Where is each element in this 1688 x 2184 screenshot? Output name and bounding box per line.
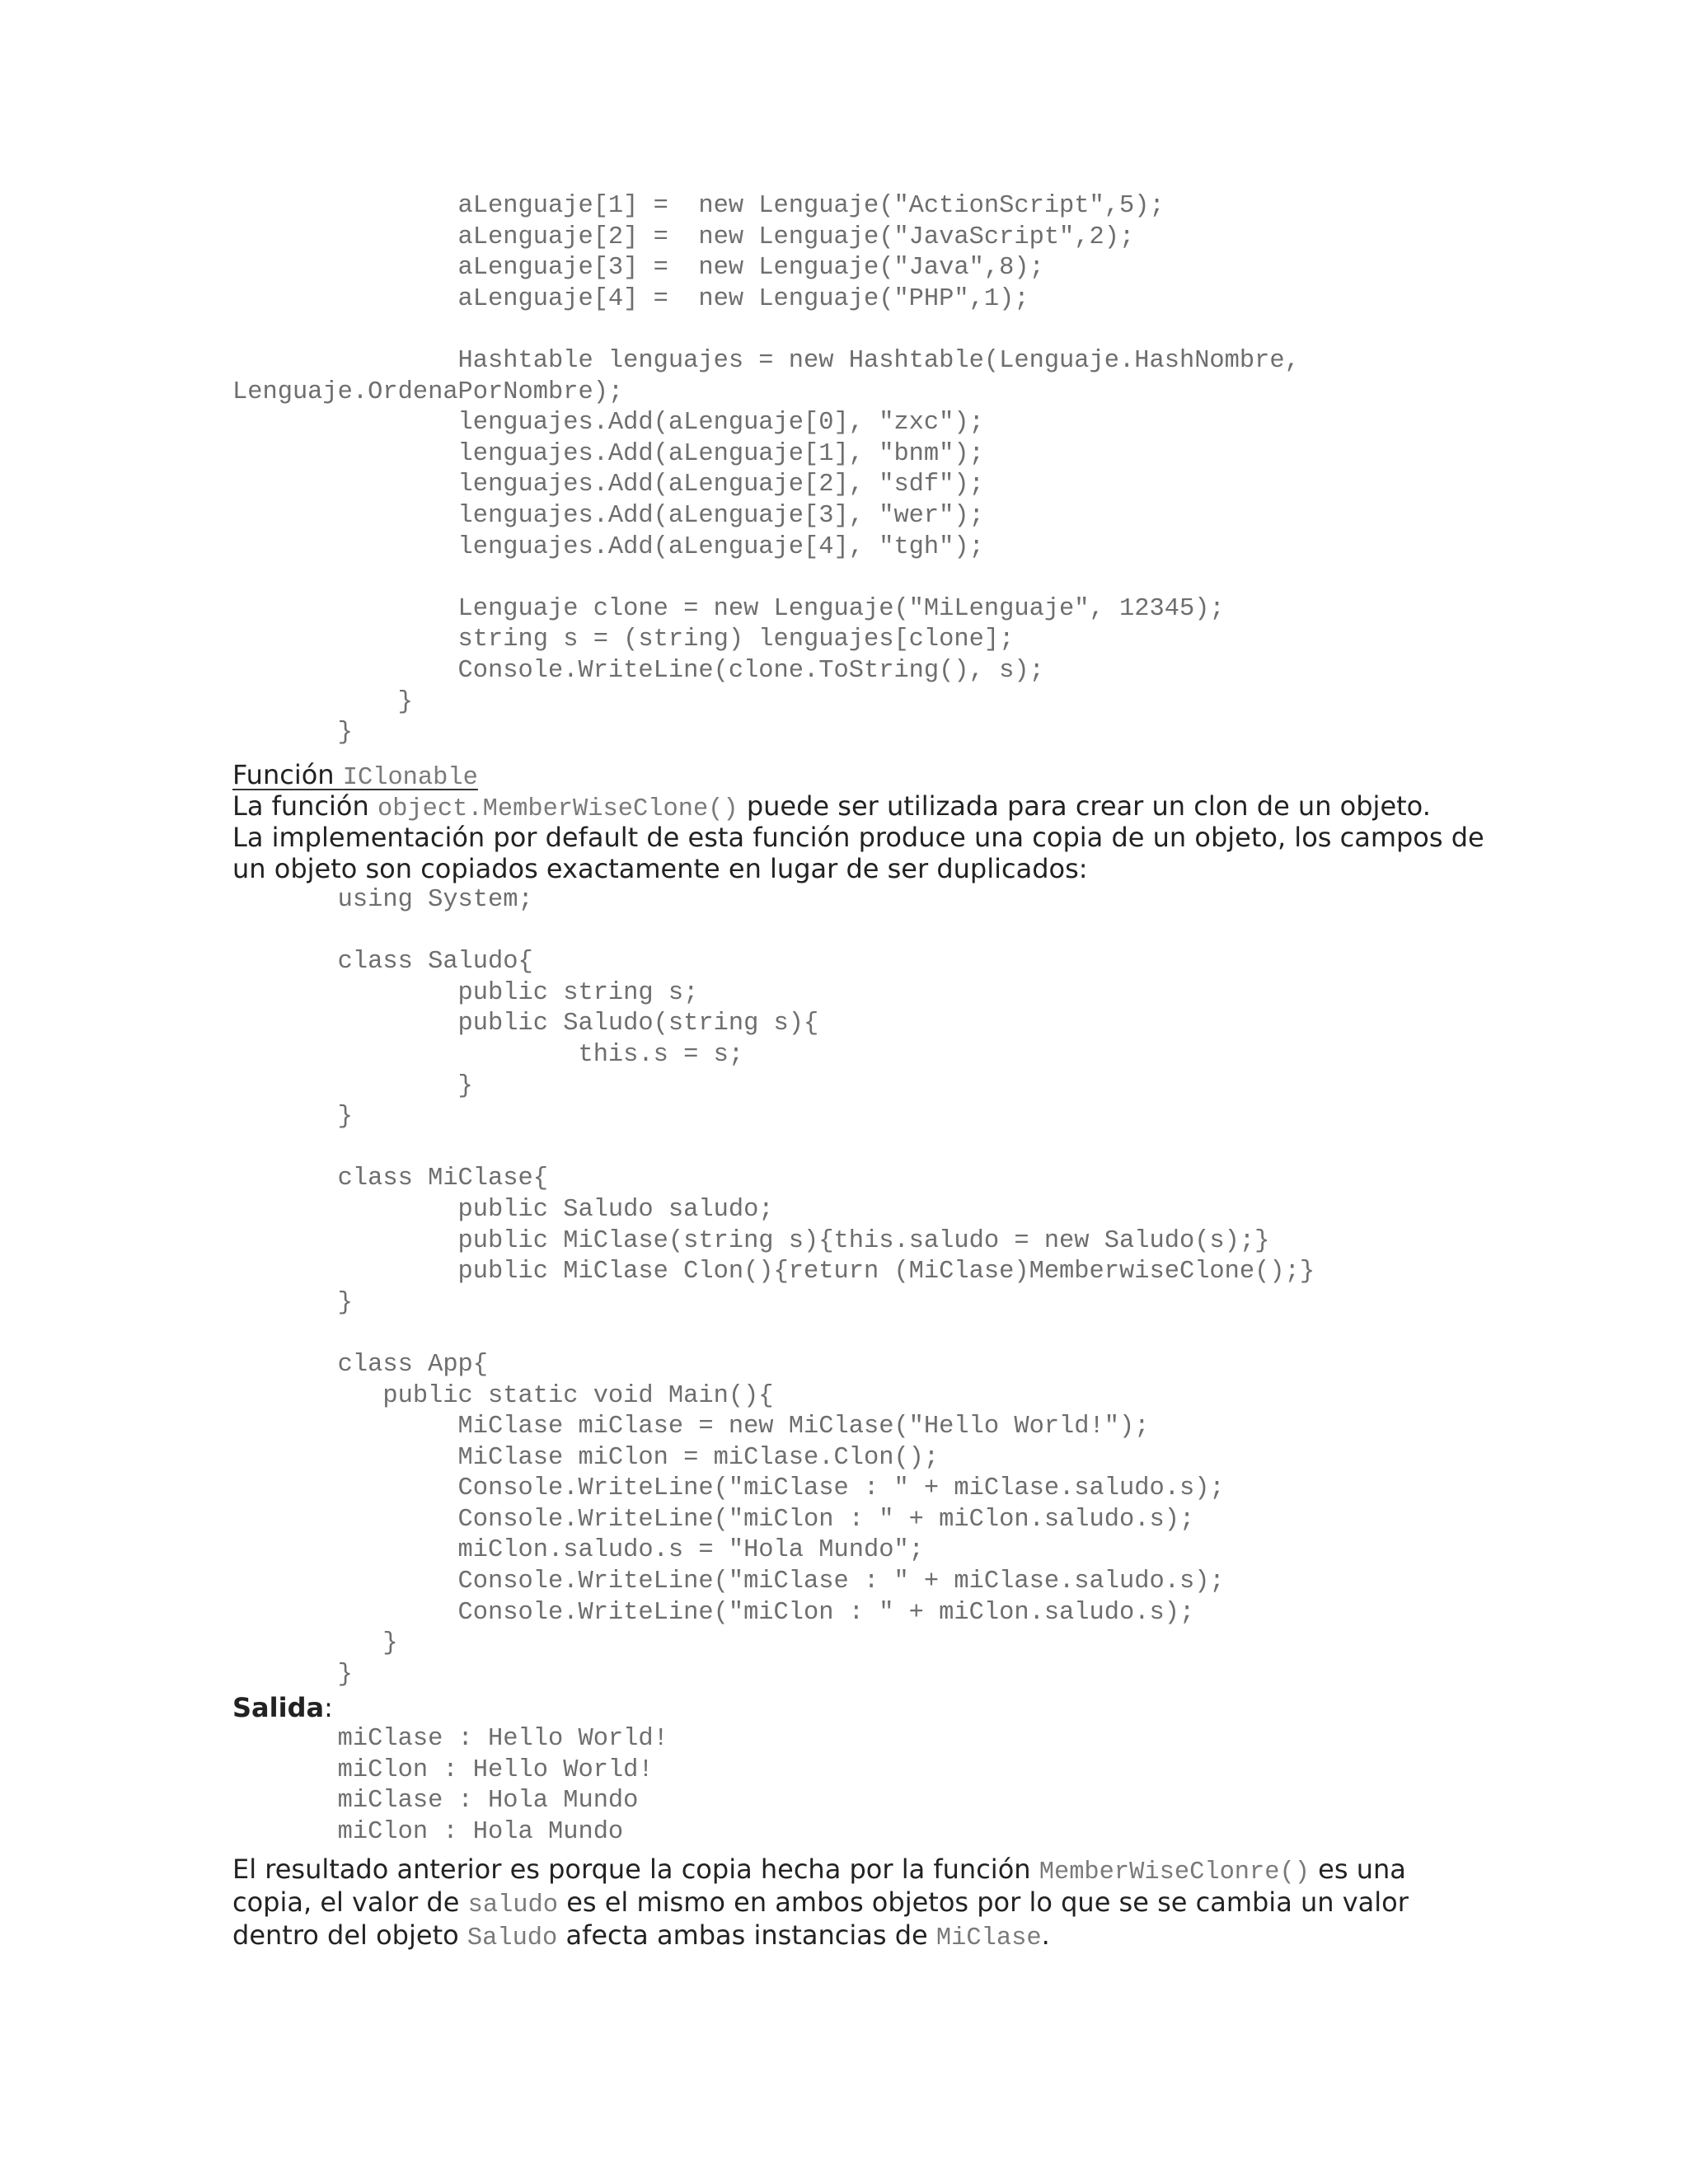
intro-paragraph-line-3: un objeto son copiados exactamente en lugar de ser duplicados: [232, 853, 1088, 884]
code-line: } [232, 1629, 398, 1658]
code-line: } [232, 1071, 473, 1100]
code-line: class MiClase{ [232, 1165, 548, 1193]
code-line: MiClase miClase = new MiClase("Hello World!"); [232, 1413, 1150, 1441]
code-line: } [232, 1660, 353, 1689]
conclusion-text: es una [1310, 1854, 1406, 1885]
code-line: MiClase miClon = miClase.Clon(); [232, 1443, 940, 1472]
code-line: miClon : Hello World! [232, 1755, 654, 1784]
code-line: class Saludo{ [232, 948, 533, 977]
conclusion-line-3 [232, 1920, 1469, 1955]
code-line: } [232, 719, 353, 748]
intro-text: puede ser utilizada para crear un clon de un objeto. [738, 790, 1431, 822]
conclusion-text: . [1041, 1919, 1050, 1951]
code-line: } [232, 1103, 353, 1132]
intro-code-memberwiseclone: object.MemberWiseClone() [377, 795, 738, 823]
code-line: aLenguaje[2] = new Lenguaje("JavaScript",2); [232, 223, 1135, 251]
code-line: Console.WriteLine("miClase : " + miClase.saludo.s); [232, 1474, 1225, 1503]
code-line: Lenguaje.OrdenaPorNombre); [232, 377, 624, 406]
conclusion-code: MiClase [935, 1924, 1042, 1952]
code-line: } [232, 1288, 353, 1317]
conclusion-code: Saludo [467, 1924, 558, 1952]
conclusion-text: dentro del objeto [232, 1919, 467, 1951]
section-heading-code: IClonable [342, 764, 478, 792]
code-line: public MiClase Clon(){return (MiClase)MemberwiseClone();} [232, 1258, 1315, 1286]
conclusion-line-2 [232, 1887, 1469, 1922]
code-line: this.s = s; [232, 1040, 744, 1069]
code-line: } [232, 687, 413, 716]
code-line: public static void Main(){ [232, 1381, 774, 1410]
code-line: using System; [232, 886, 533, 914]
code-line: miClon : Hola Mundo [232, 1817, 624, 1846]
code-line: string s = (string) lenguajes[clone]; [232, 626, 1015, 654]
code-line: Lenguaje clone = new Lenguaje("MiLenguaje", 12345); [232, 594, 1225, 623]
output-block [232, 1724, 668, 1848]
code-line: lenguajes.Add(aLenguaje[1], "bnm"); [232, 439, 984, 468]
conclusion-text: es el mismo en ambos objetos por lo que se se cambia un valor [558, 1886, 1409, 1918]
code-line: lenguajes.Add(aLenguaje[4], "tgh"); [232, 532, 984, 561]
section-heading-iclonable [232, 760, 478, 794]
code-line: Console.WriteLine("miClon : " + miClon.saludo.s); [232, 1598, 1195, 1627]
code-line: Console.WriteLine("miClase : " + miClase.saludo.s); [232, 1568, 1225, 1596]
conclusion-code: MemberWiseClonre() [1039, 1858, 1310, 1886]
output-heading-label: Salida [232, 1692, 325, 1723]
intro-paragraph-line-2: La implementación por default de esta función produce una copia de un objeto, los campos de [232, 822, 1484, 853]
code-line: lenguajes.Add(aLenguaje[0], "zxc"); [232, 409, 984, 438]
code-line: public string s; [232, 978, 699, 1007]
section-heading-prefix: Función [232, 759, 343, 790]
code-line: aLenguaje[3] = new Lenguaje("Java",8); [232, 254, 1044, 283]
conclusion-text: copia, el valor de [232, 1886, 468, 1918]
code-line: aLenguaje[1] = new Lenguaje("ActionScript",5); [232, 192, 1165, 220]
code-line: lenguajes.Add(aLenguaje[3], "wer"); [232, 501, 984, 530]
code-block-hashtable [232, 191, 1300, 749]
code-line: public Saludo(string s){ [232, 1010, 819, 1038]
output-heading-colon: : [324, 1692, 333, 1723]
intro-text: La función [232, 790, 377, 822]
code-line: Hashtable lenguajes = new Hashtable(Lenguaje.HashNombre, [232, 346, 1300, 375]
code-line: miClase : Hola Mundo [232, 1787, 639, 1816]
conclusion-text: afecta ambas instancias de [557, 1919, 936, 1951]
code-line: aLenguaje[4] = new Lenguaje("PHP",1); [232, 284, 1029, 313]
intro-paragraph-line-1 [232, 791, 1469, 826]
code-line: class App{ [232, 1350, 489, 1379]
code-block-memberwiseclone-example [232, 885, 1315, 1690]
code-line: Console.WriteLine(clone.ToString(), s); [232, 656, 1044, 685]
code-line: miClase : Hello World! [232, 1725, 668, 1753]
code-line: public MiClase(string s){this.saludo = new Saludo(s);} [232, 1226, 1270, 1255]
code-line: miClon.saludo.s = "Hola Mundo"; [232, 1536, 924, 1565]
code-line: public Saludo saludo; [232, 1195, 774, 1224]
conclusion-code: saludo [467, 1891, 559, 1919]
code-line: lenguajes.Add(aLenguaje[2], "sdf"); [232, 471, 984, 499]
conclusion-line-1 [232, 1854, 1469, 1889]
code-line: Console.WriteLine("miClon : " + miClon.saludo.s); [232, 1505, 1195, 1534]
output-heading [232, 1693, 333, 1724]
conclusion-text: El resultado anterior es porque la copia hecha por la función [232, 1854, 1039, 1885]
